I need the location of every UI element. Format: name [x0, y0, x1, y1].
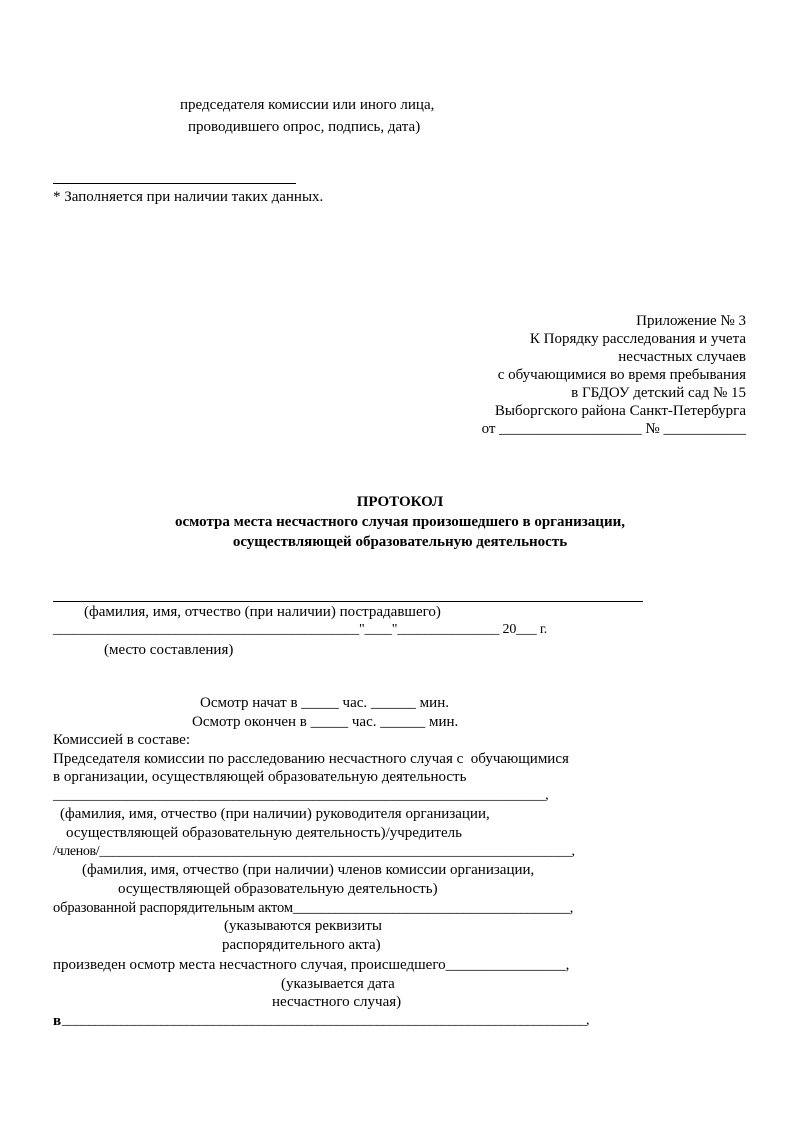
appendix-line-6: Выборгского района Санкт-Петербурга — [494, 403, 746, 419]
head-caption-line-2: осуществляющей образовательную деятельность)/учредитель — [66, 825, 462, 841]
members-caption-line-1: (фамилия, имя, отчество (при наличии) членов комиссии организации, — [82, 862, 535, 878]
appendix-line-3: несчастных случаев — [618, 349, 746, 365]
members-caption-line-2: осуществляющей образовательную деятельность) — [118, 881, 438, 897]
place-caption: (место составления) — [104, 642, 234, 658]
inspection-end: Осмотр окончен в _____ час. ______ мин. — [192, 714, 459, 730]
victim-name-line — [53, 601, 643, 602]
chairman-line-1: Председателя комиссии по расследованию несчастного случая с обучающимися — [53, 751, 569, 767]
document-subtitle-line-1: осмотра места несчастного случая произошедшего в организации, — [175, 514, 625, 530]
order-caption-line-2: распорядительного акта) — [222, 937, 381, 953]
head-caption-line-1: (фамилия, имя, отчество (при наличии) руководителя организации, — [60, 806, 490, 822]
appendix-line-2: К Порядку расследования и учета — [529, 331, 746, 347]
appendix-number: Приложение № 3 — [636, 313, 746, 329]
signature-caption-line-1: председателя комиссии или иного лица, — [180, 97, 435, 113]
footnote-separator — [53, 183, 296, 184]
inspection-start: Осмотр начат в _____ час. ______ мин. — [200, 695, 449, 711]
chairman-name-line: __________________________________________________________________________, — [53, 788, 549, 803]
place-date-line: _____________________________________________"____"_______________ 20___ г. — [53, 622, 548, 637]
date-caption-line-1: (указывается дата — [281, 976, 395, 992]
location-line: ________________________________________________________________________________, — [62, 1013, 590, 1028]
inspection-line: произведен осмотр места несчастного случая, происшедшего________________, — [53, 957, 570, 973]
document-subtitle-line-2: осуществляющей образовательную деятельность — [232, 534, 568, 550]
appendix-block — [346, 312, 746, 438]
chairman-line-2: в организации, осуществляющей образовательную деятельность — [53, 769, 467, 785]
date-caption-line-2: несчастного случая) — [272, 994, 402, 1010]
commission-label: Комиссией в составе: — [53, 732, 191, 748]
appendix-line-4: с обучающимися во время пребывания — [497, 367, 746, 383]
victim-caption: (фамилия, имя, отчество (при наличии) пострадавшего) — [84, 604, 441, 620]
order-caption-line-1: (указываются реквизиты — [224, 918, 382, 934]
order-line: образованной распорядительным актом_______________________________________, — [53, 900, 574, 916]
appendix-date-number: от ___________________ № ___________ — [481, 421, 746, 437]
appendix-line-5: в ГБДОУ детский сад № 15 — [571, 385, 746, 401]
location-prefix: в — [53, 1013, 62, 1029]
signature-caption-line-2: проводившего опрос, подпись, дата) — [188, 119, 421, 135]
footnote: * Заполняется при наличии таких данных. — [53, 189, 324, 205]
document-title: ПРОТОКОЛ — [356, 494, 444, 510]
members-line: /членов/_______________________________________________________________________, — [53, 844, 575, 859]
